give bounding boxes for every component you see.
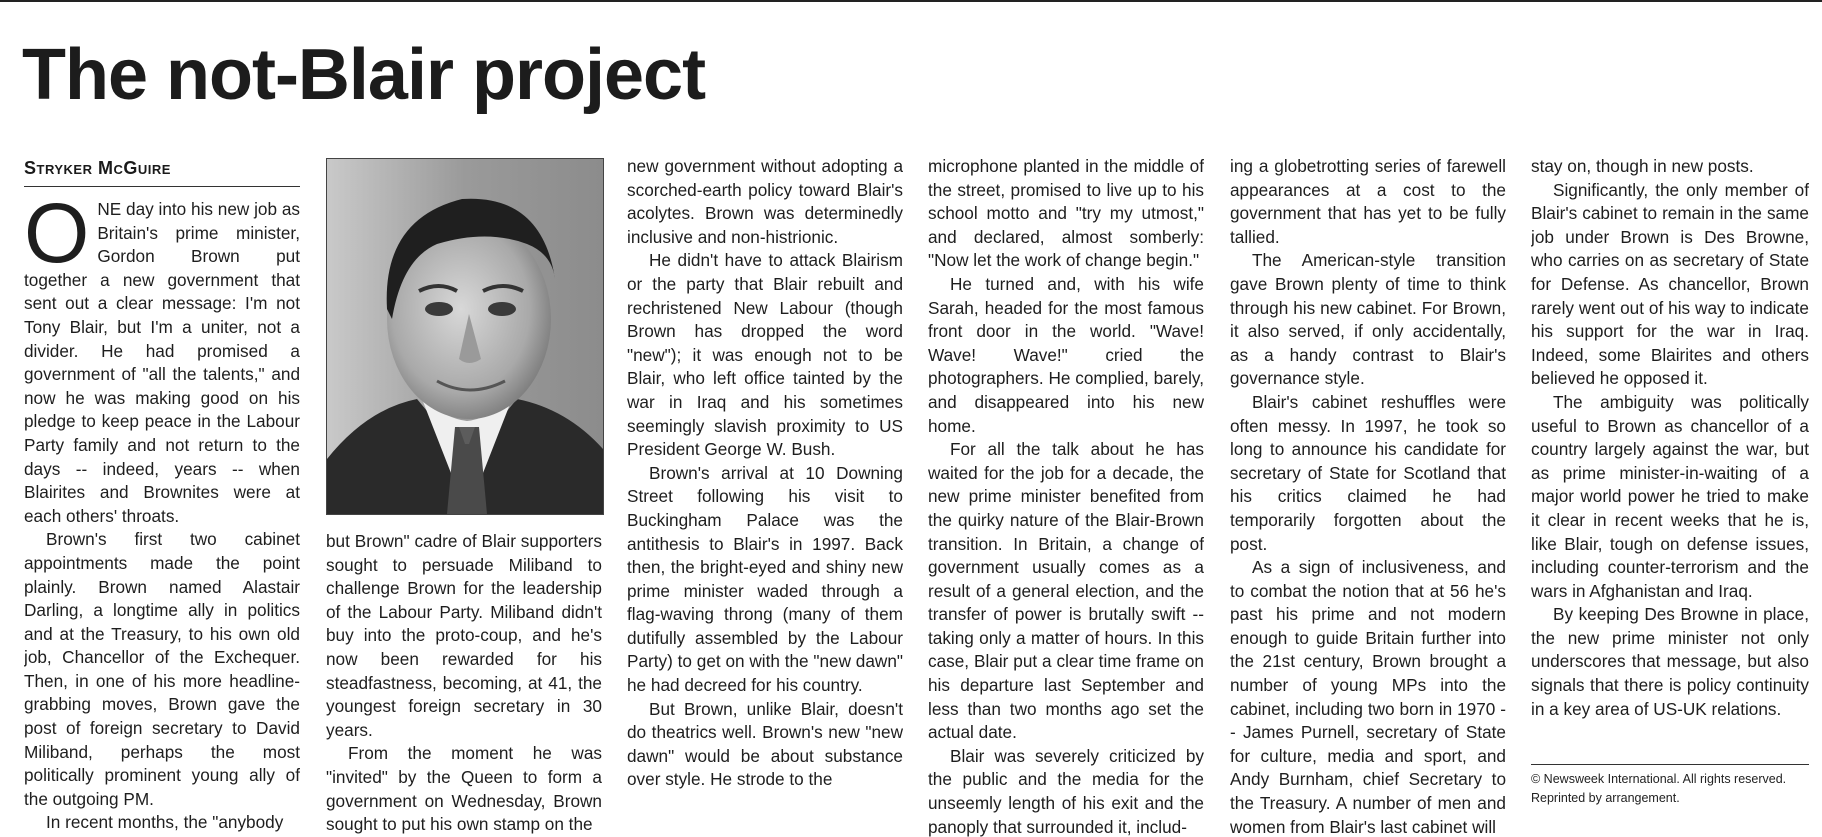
column-5 — [1230, 155, 1506, 837]
paragraph — [24, 198, 300, 528]
paragraph: stay on, though in new posts. — [1531, 156, 1754, 176]
column-2 — [326, 530, 602, 837]
paragraph: Brown's arrival at 10 Downing Street following his visit to Buckingham Palace was the antithesis to Blair's in 1997. Back then, the bright-eyed and shiny new prime minister waded through a flag-waving throng (many of them dutifully assembled by the Labour Party) to get on with the "new dawn" he had decreed for his country. — [627, 462, 903, 696]
paragraph: Significantly, the only member of Blair's cabinet to remain in the same job under Brown is Des Browne, who carries on as secretary of State for Defense. As chancellor, Brown rarely went out of his way to indicate his support for the war in Iraq. Indeed, some Blairites and others believed he opposed it. — [1531, 179, 1809, 389]
paragraph: but Brown" cadre of Blair supporters sought to persuade Miliband to challenge Brown for the leadership of the Labour Party. Miliband didn't buy into the proto-coup, and he's now been rewarded for his steadfastness, becoming, at 41, the youngest foreign secretary in 30 years. — [326, 531, 602, 740]
paragraph-text: NE day into his new job as Britain's prime minister, Gordon Brown put together a new government that sent out a clear message: I'm not Tony Blair, but I'm a uniter, not a divider. He had promised a government of "all the talents," and now he was making good on his pledge to keep peace in the Labour Party family and not return to the days -- indeed, years -- when Blairites and Brownites were at each others' throats. — [24, 199, 300, 526]
paragraph: As a sign of inclusiveness, and to combat the notion that at 56 he's past his prime and not modern enough to guide Britain further into the 21st century, Brown brought a number of young MPs into the cabinet, including two born in 1970 -- James Purnell, secretary of State for culture, media and sport, and Andy Burnham, chief Secretary to the Treasury. A number of men and women from Blair's last cabinet will — [1230, 557, 1506, 837]
byline-rule — [24, 186, 300, 187]
paragraph: He turned and, with his wife Sarah, headed for the most famous front door in the world. "Wave! Wave! Wave!" cried the photographers. He complied, barely, and disappeared into his new home. — [928, 273, 1204, 436]
paragraph: But Brown, unlike Blair, doesn't do theatrics well. Brown's new "new dawn" would be about substance over style. He strode to the — [627, 698, 903, 790]
paragraph: Blair was severely criticized by the public and the media for the unseemly length of his exit and the panoply that surrounded it, includ- — [928, 745, 1204, 837]
column-6 — [1531, 155, 1809, 755]
paragraph: microphone planted in the middle of the street, promised to live up to his school motto and "try my utmost," and declared, almost somberly: "Now let the work of change begin." — [928, 156, 1204, 271]
reprint-line: Reprinted by arrangement. — [1531, 791, 1680, 805]
headline: The not-Blair project — [22, 35, 706, 115]
paragraph: The American-style transition gave Brown plenty of time to think through his new cabinet. For Brown, it also served, if only accidentally, as a handy contrast to Blair's governance style. — [1230, 250, 1506, 389]
portrait-photo — [326, 158, 604, 515]
paragraph: By keeping Des Browne in place, the new prime minister not only underscores that message, but also signals that there is policy continuity in a key area of US-UK relations. — [1531, 604, 1809, 719]
copyright-credit — [1531, 770, 1811, 808]
paragraph: Brown's first two cabinet appointments made the point plainly. Brown named Alastair Darling, a longtime ally in politics and at the Treasury, to his own old job, Chancellor of the Exchequer. Then, in one of his more headline-grabbing moves, Brown gave the post of foreign secretary to David Miliband, perhaps the most politically prominent young ally of the outgoing PM. — [24, 529, 300, 809]
paragraph: In recent months, the "anybody — [46, 812, 284, 833]
paragraph: new government without adopting a scorched-earth policy toward Blair's acolytes. Brown was determinedly inclusive and non-histrionic. — [627, 156, 903, 247]
column-4 — [928, 155, 1204, 837]
credit-rule — [1531, 764, 1809, 765]
paragraph: The ambiguity was politically useful to Brown as chancellor of a country largely against the war, but as prime minister-in-waiting of a major world power he tried to make it clear in recent weeks that he is, like Blair, tough on defense issues, including counter-terrorism and the wars in Afghanistan and Iraq. — [1531, 391, 1809, 601]
paragraph: ing a globetrotting series of farewell appearances at a cost to the government that has yet to be fully tallied. — [1230, 156, 1506, 247]
portrait-illustration — [327, 159, 603, 514]
copyright-line: © Newsweek International. All rights reserved. — [1531, 772, 1787, 786]
top-rule — [0, 0, 1822, 2]
column-3 — [627, 155, 903, 837]
paragraph: He didn't have to attack Blairism or the party that Blair rebuilt and rechristened New Labour (though Brown has dropped the word "new"); it was enough not to be Blair, who left office tainted by the war in Iraq and his sometimes seemingly slavish proximity to US President George W. Bush. — [627, 250, 903, 460]
paragraph: Blair's cabinet reshuffles were often messy. In 1997, he took so long to announce his candidate for secretary of State for Scotland that his critics claimed he had temporarily forgotten about the post. — [1230, 391, 1506, 554]
paragraph: From the moment he was "invited" by the Queen to form a government on Wednesday, Brown sought to put his own stamp on the — [326, 743, 602, 835]
byline: Stryker McGuire — [24, 158, 171, 178]
column-1 — [24, 198, 300, 837]
paragraph: For all the talk about he has waited for the job for a decade, the new prime minister benefited from the quirky nature of the Blair-Brown transition. In Britain, a change of government usually comes as a result of a general election, and the transfer of power is brutally swift -- taking only a matter of hours. In this case, Blair put a clear time frame on his departure last September and less than two months ago set the actual date. — [928, 439, 1204, 743]
drop-cap: O — [24, 198, 90, 280]
